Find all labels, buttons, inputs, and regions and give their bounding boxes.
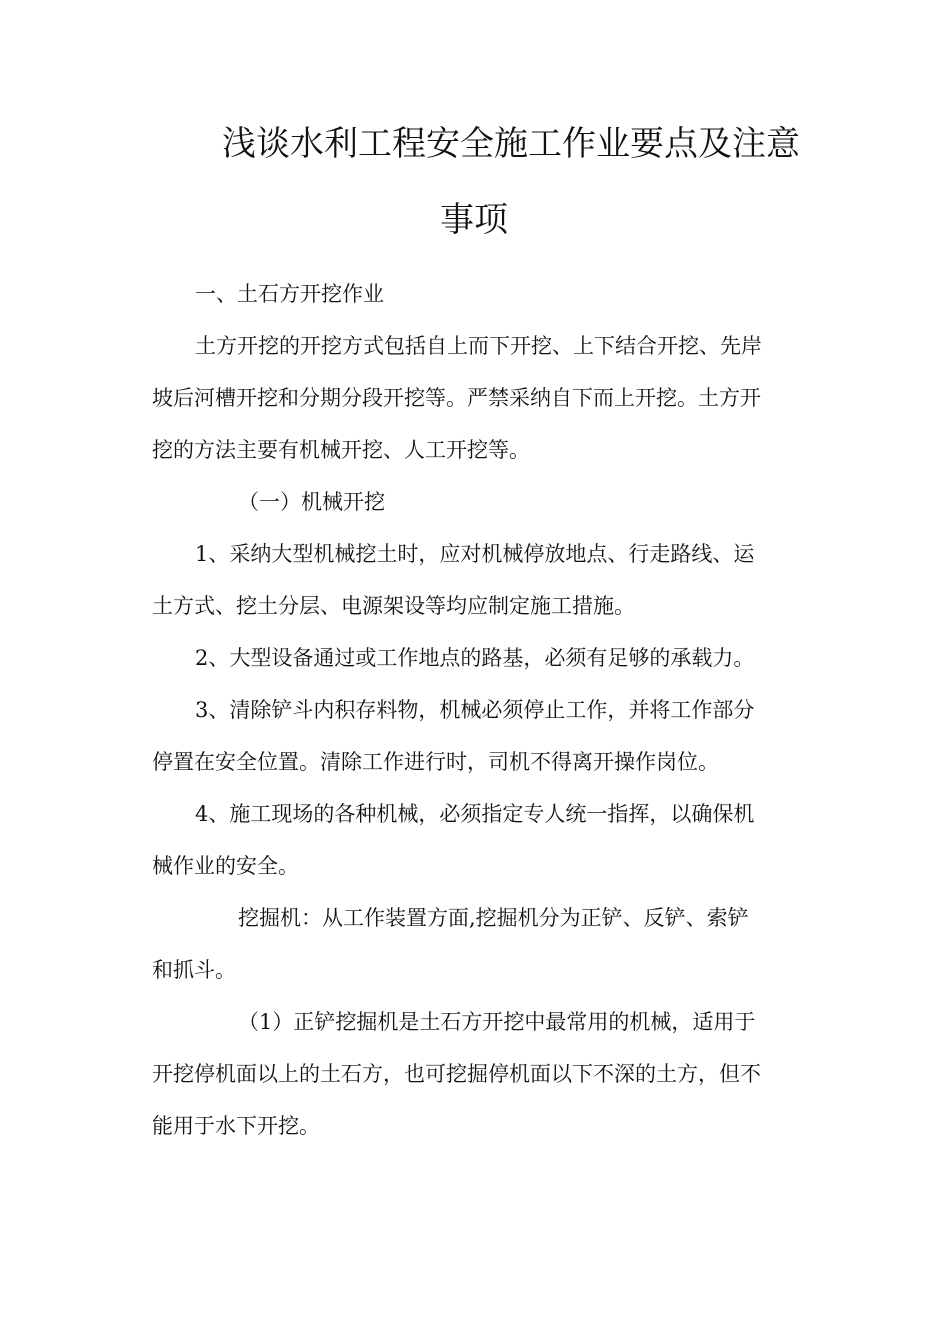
section-heading: 一、土石方开挖作业	[195, 282, 384, 306]
paragraph-line: 挖掘机：从工作装置方面,挖掘机分为正铲、反铲、索铲	[238, 906, 749, 930]
paragraph-line: 2、大型设备通过或工作地点的路基，必须有足够的承载力。	[195, 646, 755, 670]
paragraph-line: 1、采纳大型机械挖土时，应对机械停放地点、行走路线、运	[195, 542, 755, 566]
paragraph-line: 4、施工现场的各种机械，必须指定专人统一指挥，以确保机	[195, 802, 755, 826]
paragraph-line: 和抓斗。	[152, 958, 236, 982]
paragraph-line: 挖的方法主要有机械开挖、人工开挖等。	[152, 438, 530, 462]
document-title-line-1: 浅谈水利工程安全施工作业要点及注意	[222, 124, 800, 164]
paragraph-line: （1）正铲挖掘机是土石方开挖中最常用的机械，适用于	[238, 1010, 756, 1034]
paragraph-line: 坡后河槽开挖和分期分段开挖等。严禁采纳自下而上开挖。土方开	[152, 386, 761, 410]
subsection-heading: （一）机械开挖	[238, 490, 385, 514]
paragraph-line: 土方开挖的开挖方式包括自上而下开挖、上下结合开挖、先岸	[195, 334, 762, 358]
document-title-line-2: 事项	[440, 200, 508, 240]
paragraph-line: 停置在安全位置。清除工作进行时，司机不得离开操作岗位。	[152, 750, 719, 774]
paragraph-line: 械作业的安全。	[152, 854, 299, 878]
paragraph-line: 能用于水下开挖。	[152, 1114, 320, 1138]
paragraph-line: 开挖停机面以上的土石方，也可挖掘停机面以下不深的土方，但不	[152, 1062, 761, 1086]
paragraph-line: 3、清除铲斗内积存料物，机械必须停止工作，并将工作部分	[195, 698, 755, 722]
paragraph-line: 土方式、挖土分层、电源架设等均应制定施工措施。	[152, 594, 635, 618]
